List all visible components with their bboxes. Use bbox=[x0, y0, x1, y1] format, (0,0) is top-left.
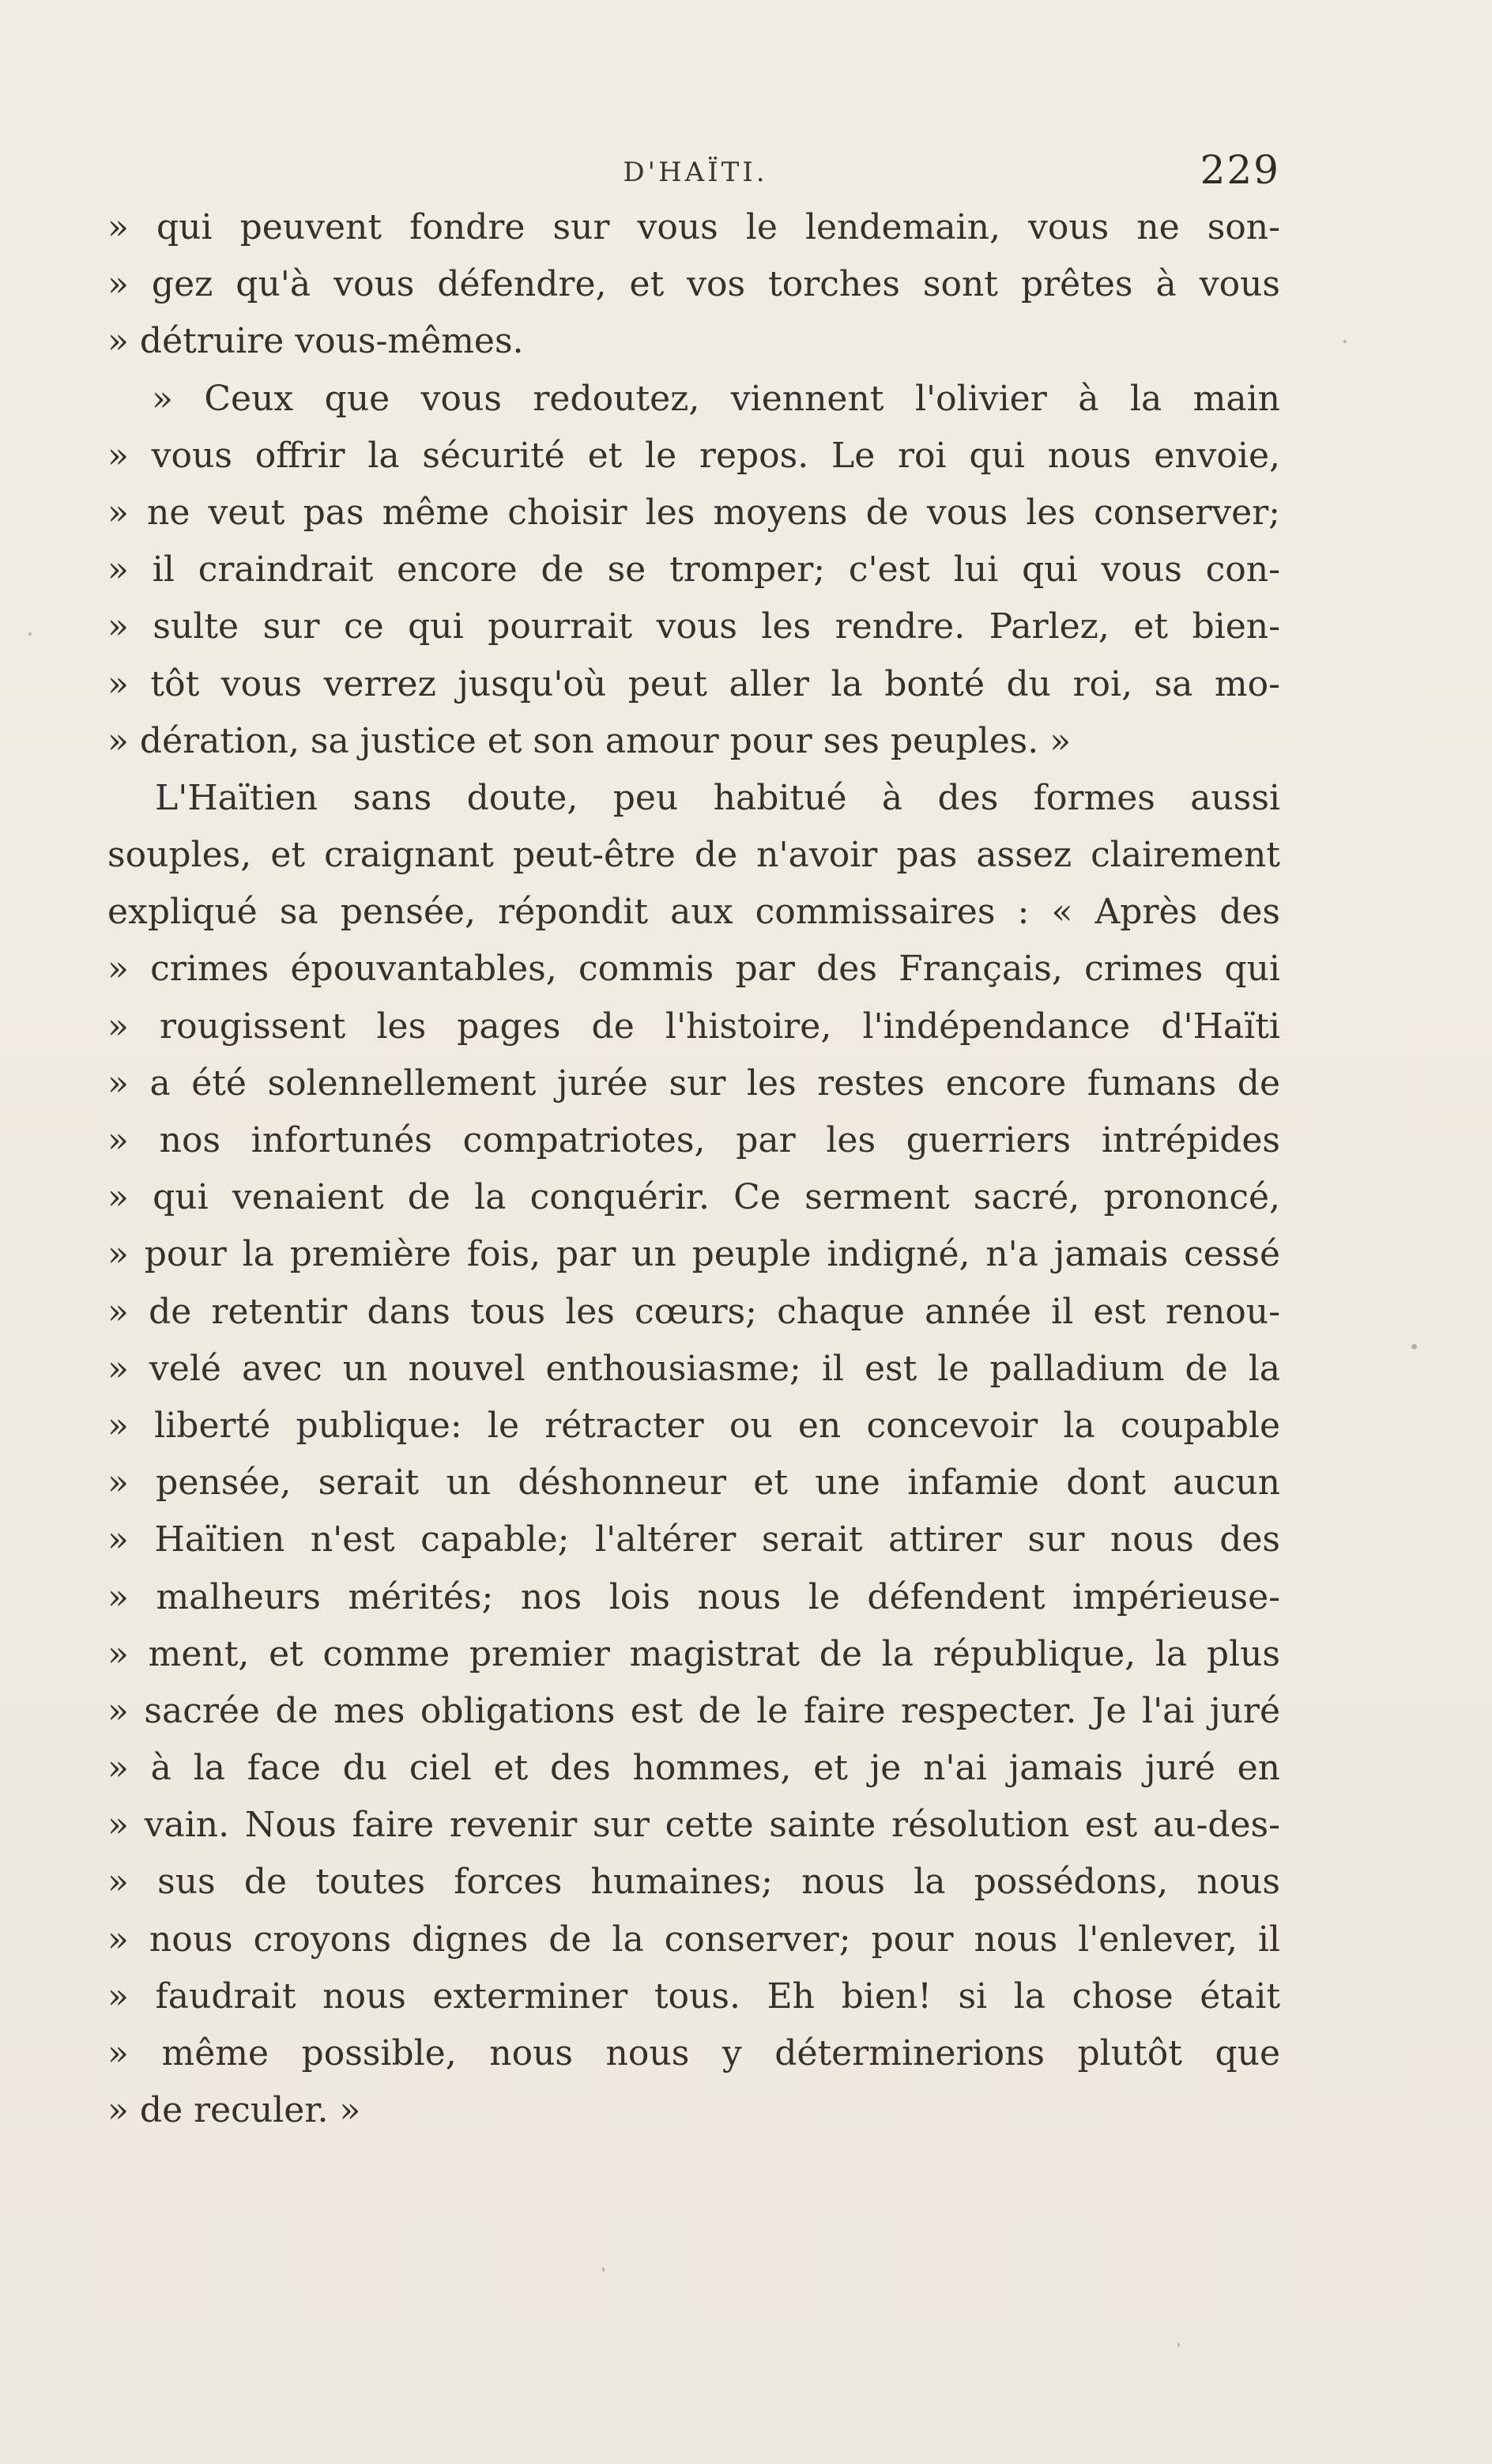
paper-speck bbox=[1343, 340, 1347, 343]
body-text bbox=[107, 199, 1280, 2131]
text-line: » vain. Nous faire revenir sur cette sainte résolution est au-des- bbox=[107, 1805, 1280, 1846]
text-line: » velé avec un nouvel enthousiasme; il est le palladium de la bbox=[107, 1348, 1280, 1389]
running-head bbox=[111, 142, 1280, 206]
text-line: » de retentir dans tous les cœurs; chaque année il est renou- bbox=[107, 1291, 1280, 1332]
text-line: » qui peuvent fondre sur vous le lendemain, vous ne son- bbox=[107, 207, 1280, 247]
text-line: » sacrée de mes obligations est de le faire respecter. Je l'ai juré bbox=[107, 1690, 1280, 1731]
text-line: » a été solennellement jurée sur les restes encore fumans de bbox=[107, 1062, 1280, 1104]
text-line: » malheurs mérités; nos lois nous le défendent impérieuse- bbox=[107, 1576, 1280, 1617]
text-line: » rougissent les pages de l'histoire, l'indépendance d'Haïti bbox=[107, 1006, 1280, 1047]
text-line: L'Haïtien sans doute, peu habitué à des formes aussi bbox=[155, 777, 1280, 818]
text-line: » nos infortunés compatriotes, par les guerriers intrépides bbox=[107, 1120, 1280, 1160]
text-line: » liberté publique: le rétracter ou en concevoir la coupable bbox=[107, 1405, 1280, 1446]
text-line: » sulte sur ce qui pourrait vous les rendre. Parlez, et bien- bbox=[107, 606, 1280, 647]
text-line: » gez qu'à vous défendre, et vos torches sont prêtes à vous bbox=[107, 264, 1280, 305]
text-line: » ment, et comme premier magistrat de la république, la plus bbox=[107, 1633, 1280, 1674]
text-line: » Ceux que vous redoutez, viennent l'olivier à la main bbox=[152, 378, 1280, 419]
text-line: » pensée, serait un déshonneur et une infamie dont aucun bbox=[107, 1462, 1280, 1504]
text-line: » nous croyons dignes de la conserver; pour nous l'enlever, il bbox=[107, 1919, 1280, 1960]
text-line: expliqué sa pensée, répondit aux commissaires : « Après des bbox=[107, 892, 1280, 933]
text-line: » sus de toutes forces humaines; nous la possédons, nous bbox=[107, 1862, 1280, 1903]
text-line: » à la face du ciel et des hommes, et je n'ai jamais juré en bbox=[107, 1748, 1280, 1789]
paper-speck bbox=[1411, 1344, 1417, 1349]
text-line: » Haïtien n'est capable; l'altérer serait attirer sur nous des bbox=[107, 1519, 1280, 1560]
text-line: » même possible, nous nous y déterminerions plutôt que bbox=[107, 2033, 1280, 2073]
text-line: » dération, sa justice et son amour pour ses peuples. » bbox=[107, 720, 1072, 761]
paper-speck bbox=[28, 632, 32, 636]
paper-speck bbox=[1177, 2343, 1180, 2347]
text-line: » il craindrait encore de se tromper; c'est lui qui vous con- bbox=[107, 549, 1280, 591]
text-line: » qui venaient de la conquérir. Ce serment sacré, prononcé, bbox=[107, 1177, 1280, 1218]
page-number: 229 bbox=[1200, 147, 1280, 193]
text-line: » pour la première fois, par un peuple indigné, n'a jamais cessé bbox=[107, 1234, 1280, 1275]
text-line: » ne veut pas même choisir les moyens de vous les conserver; bbox=[107, 492, 1280, 533]
text-line: souples, et craignant peut-être de n'avoir pas assez clairement bbox=[107, 835, 1280, 876]
text-line: » vous offrir la sécurité et le repos. Le roi qui nous envoie, bbox=[107, 435, 1280, 476]
text-line: » de reculer. » bbox=[107, 2090, 361, 2131]
text-line: » tôt vous verrez jusqu'où peut aller la bonté du roi, sa mo- bbox=[107, 663, 1280, 704]
text-line: » crimes épouvantables, commis par des Français, crimes qui bbox=[107, 949, 1280, 990]
running-title: D'HAÏTI. bbox=[623, 157, 768, 188]
text-line: » faudrait nous exterminer tous. Eh bien! si la chose était bbox=[107, 1975, 1280, 2017]
paper-speck bbox=[602, 2267, 605, 2272]
text-line: » détruire vous-mêmes. bbox=[107, 321, 524, 362]
